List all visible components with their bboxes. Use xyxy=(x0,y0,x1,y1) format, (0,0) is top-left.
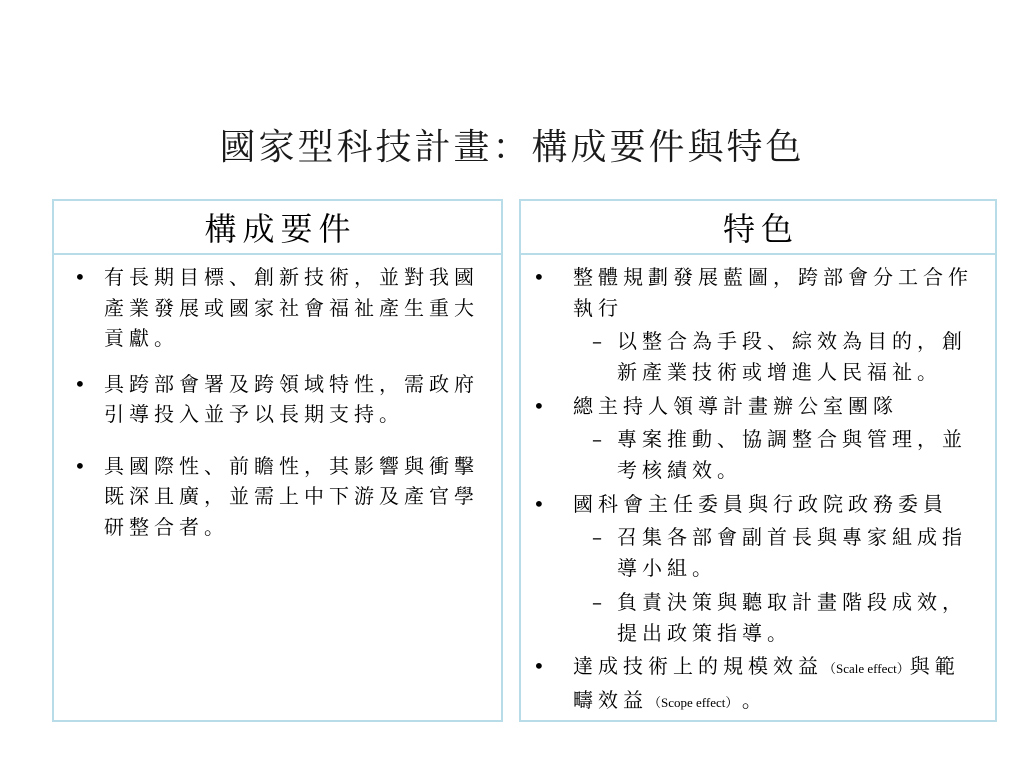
sub-item-line: 提出政策指導。 xyxy=(617,620,792,645)
list-item-line: 整體規劃發展藍圖，跨部會分工合作 xyxy=(573,265,973,289)
dash-bullet-icon: – xyxy=(592,525,602,550)
list-item-line: 研整合者。 xyxy=(104,514,229,539)
list-item-line: 既深且廣，並需上中下游及產官學 xyxy=(104,484,479,508)
text-segment: 達成技術上的規模效益 xyxy=(573,654,823,679)
text-segment: 與範 xyxy=(909,654,960,679)
bullet-icon: • xyxy=(74,265,86,289)
slide-title: 國家型科技計畫：構成要件與特色 xyxy=(219,127,805,168)
bullet-icon: • xyxy=(533,393,545,418)
bullet-icon: • xyxy=(74,371,86,396)
bullet-icon: • xyxy=(74,453,86,478)
list-item-line: 執行 xyxy=(573,295,623,320)
text-segment: 疇效益 xyxy=(573,687,648,712)
sub-item-line: 專案推動、協調整合與管理，並 xyxy=(617,427,967,452)
dash-bullet-icon: – xyxy=(592,427,602,452)
bullet-icon: • xyxy=(533,654,545,679)
sub-item-line: 導小組。 xyxy=(617,556,717,581)
bullet-icon: • xyxy=(533,265,545,289)
list-item-line: 有長期目標、創新技術，並對我國 xyxy=(104,265,479,289)
sub-item-line: 新產業技術或增進人民福祉。 xyxy=(617,360,942,385)
sub-item-line: 負責決策與聽取計畫階段成效， xyxy=(617,589,967,614)
list-item xyxy=(521,651,995,719)
english-term: （Scope effect） xyxy=(648,694,732,710)
sub-item-line: 召集各部會副首長與專家組成指 xyxy=(617,525,967,550)
list-item xyxy=(54,369,501,430)
list-item-line: 國科會主任委員與行政院政務委員 xyxy=(573,491,948,516)
list-item xyxy=(54,262,501,354)
list-item-line: 產業發展或國家社會福祉產生重大 xyxy=(104,295,479,320)
sub-list-item xyxy=(573,587,995,649)
list-item xyxy=(54,451,501,543)
requirements-list xyxy=(54,255,501,542)
sub-item-line: 以整合為手段、綜效為目的，創 xyxy=(617,329,967,354)
requirements-heading: 構成要件 xyxy=(54,201,501,255)
list-item-line: 具國際性、前瞻性，其影響與衝擊 xyxy=(104,453,479,478)
sub-list-item xyxy=(573,326,995,388)
features-heading: 特色 xyxy=(521,201,995,255)
list-item-line: 具跨部會署及跨領域特性，需政府 xyxy=(104,371,479,396)
list-item-line: 總主持人領導計畫辦公室團隊 xyxy=(573,393,898,418)
sub-list-item xyxy=(573,522,995,584)
sub-item-line: 考核績效。 xyxy=(617,458,742,483)
english-term: （Scale effect） xyxy=(823,661,910,677)
list-item xyxy=(521,262,995,388)
list-item-line xyxy=(573,685,995,719)
bullet-icon: • xyxy=(533,491,545,516)
list-item-line: 引導投入並予以長期支持。 xyxy=(104,402,404,426)
list-item xyxy=(521,489,995,649)
list-item xyxy=(521,391,995,486)
list-item-line: 貢獻。 xyxy=(104,326,179,350)
features-panel xyxy=(519,199,997,722)
sub-list-item xyxy=(573,424,995,486)
dash-bullet-icon: – xyxy=(592,589,602,614)
features-list xyxy=(521,255,995,719)
list-item-line xyxy=(573,651,995,685)
text-segment: 。 xyxy=(741,687,767,712)
requirements-panel xyxy=(52,199,503,722)
dash-bullet-icon: – xyxy=(592,329,602,354)
